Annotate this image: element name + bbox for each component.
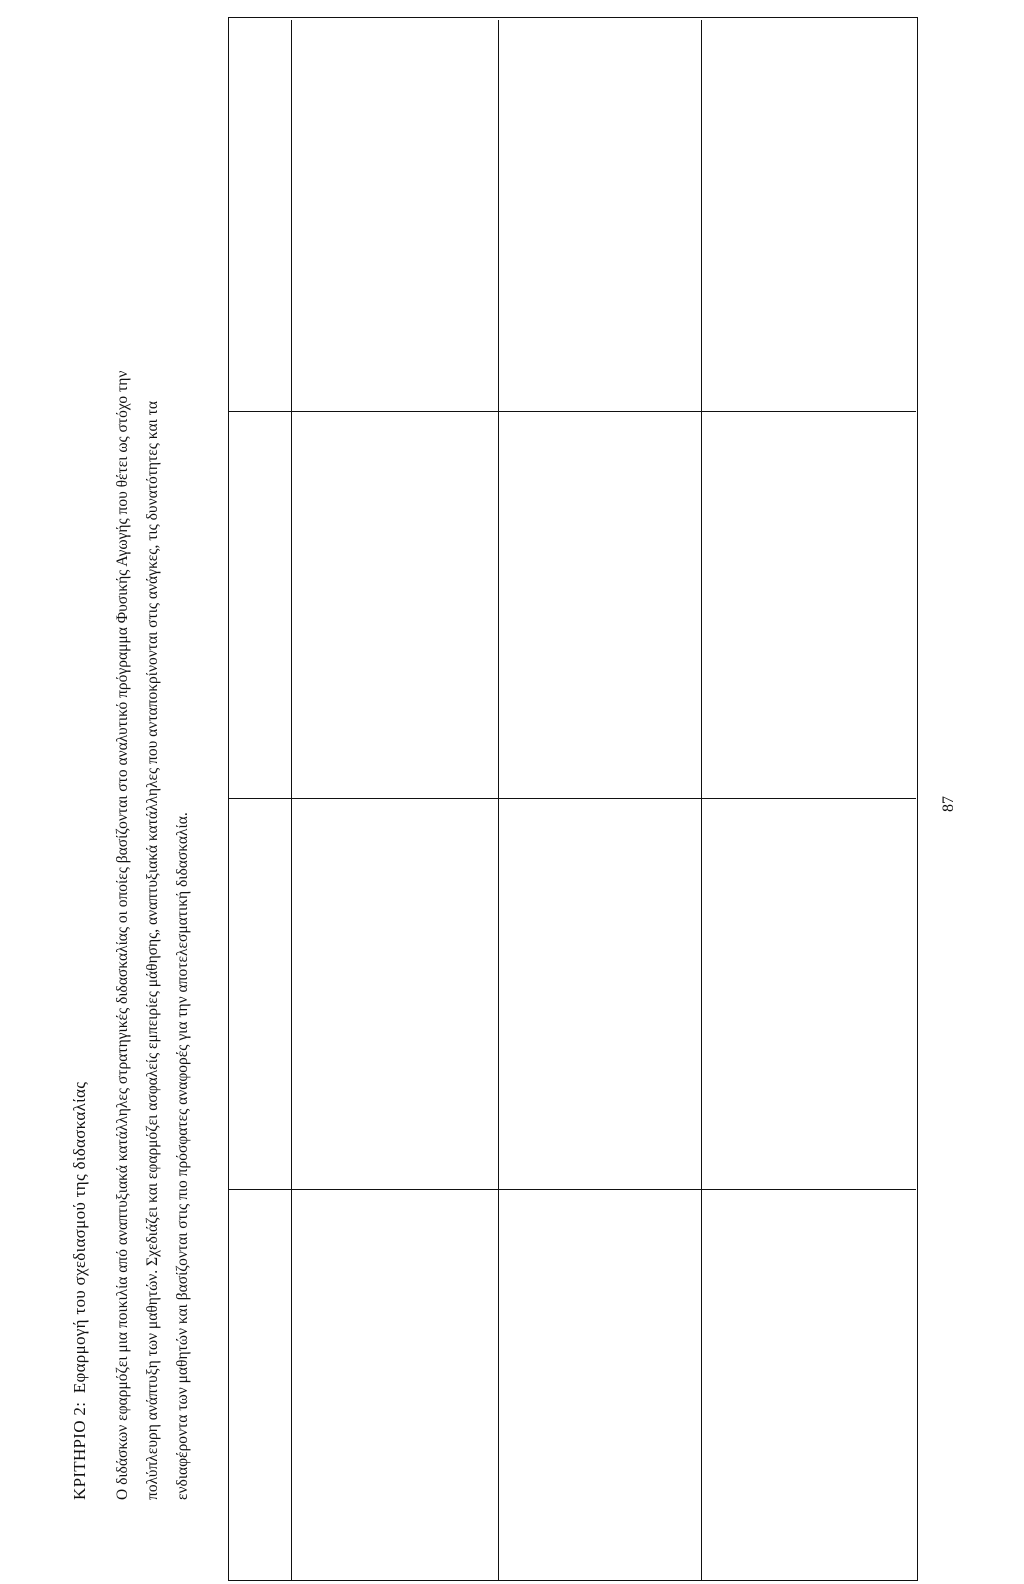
table-cell: [229, 411, 292, 798]
criterion-heading: [70, 1082, 90, 1500]
table-cell: [292, 1189, 499, 1580]
table-cell: [292, 20, 499, 411]
table-cell: [499, 20, 702, 411]
table-cell: [499, 798, 702, 1189]
table-cell: [702, 20, 916, 411]
page-number: 87: [940, 796, 957, 812]
paragraph-line: πολύπλευρη ανάπτυξη των μαθητών. Σχεδιάζει και εφαρμόζει ασφαλείς εμπειρίες μάθησης, αναπτυξιακά κατάλληλες που ανταποκρίνονται στις ανάγκες, τις δυνατότητες και τα: [144, 401, 161, 1500]
table-cell: [702, 1189, 916, 1580]
table-cell: [499, 411, 702, 798]
paragraph-line: ενδιαφέροντα των μαθητών και βασίζονται στις πιο πρόσφατες αναφορές για την αποτελεσματική διδασκαλία.: [174, 812, 191, 1500]
criterion-description: [108, 60, 198, 1500]
table-cell: [229, 798, 292, 1189]
table-cell: [499, 1189, 702, 1580]
table-cell: [702, 411, 916, 798]
evaluation-table: [228, 17, 918, 1581]
table-cell: [292, 798, 499, 1189]
table-cell: [229, 20, 292, 411]
table-cell: [292, 411, 499, 798]
criterion-subtitle: Εφαρμογή του σχεδιασμού της διδασκαλίας: [70, 1081, 89, 1394]
criterion-label: ΚΡΙΤΗΡΙΟ 2:: [70, 1401, 89, 1500]
paragraph-line: Ο διδάσκων εφαρμόζει μια ποικιλία από αναπτυξιακά κατάλληλες στρατηγικές διδασκαλίας οι οποίες βασίζονται στο αναλυτικό πρόγραμμα Φυσικής Αγωγής που θέτει ως στόχο την: [114, 370, 131, 1500]
table-cell: [229, 1189, 292, 1580]
table-cell: [702, 798, 916, 1189]
